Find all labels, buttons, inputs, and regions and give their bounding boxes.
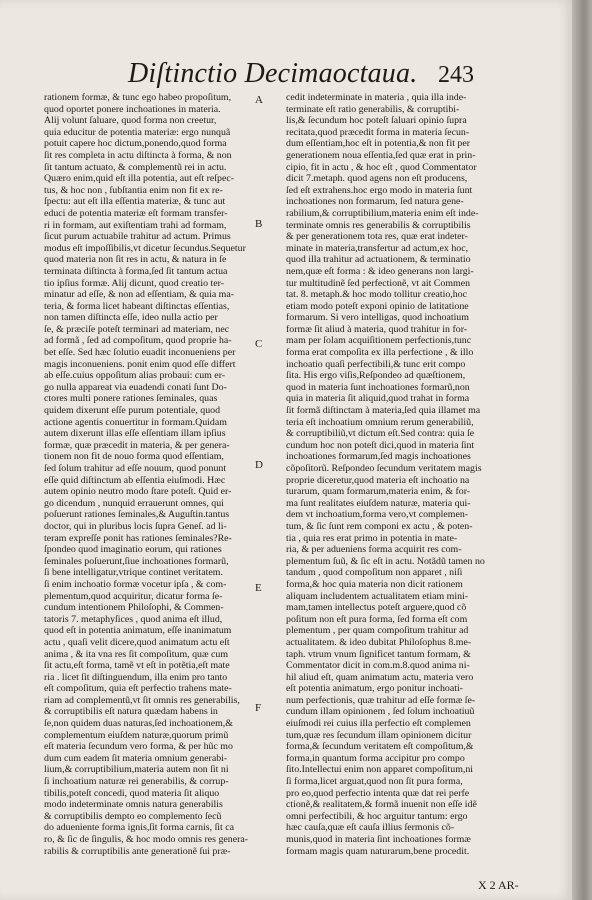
text-line: eſt compoſitum, quia eſt perfectio trahens mate- [44,683,232,695]
text-line: actualitatem. & ideo dubitat Philoſophus 8.me- [286,636,472,648]
page-footer [478,878,519,893]
text-line: tur multitudinẽ ſed perfectionẽ, vt ait Commen [286,277,471,289]
text-line: munis,quod in materia ſint inchoationes formæ [286,834,471,845]
text-line: ſeminales poſuerunt,ſiue inchoationes formarũ, [44,555,229,567]
text-line: poſuerunt rationes ſeminales,& Auguſtin.tantus [44,509,230,521]
text-line: tio ipſius formæ. Alij dicunt, quod creatio ter- [44,277,224,289]
text-line: ſita. His ergo viſis,Reſpondeo ad quæſtionem, [286,370,466,382]
text-line: mam,tamen intellectus poteſt arguere,quod cõ [286,602,467,614]
text-line: quod materia non ſit res in actu, & natura in ſe [44,254,227,266]
text-line: hil aliud eſt, quam animatum actu, materia vero [286,671,474,683]
text-line: ma ſunt realitates eiuſdem naturæ, materia qui- [286,497,471,509]
text-line: etiam modo poteſt exponi opinio de latitatione [286,300,469,312]
text-line: Commentator dicit in com.m.8.quod anima ni- [286,660,470,672]
text-line: formarum. Si vero intelligas, quod inchoatium [286,312,469,324]
text-line: ad formã , ſed ad compoſitum, quod proprie ha- [44,335,232,347]
text-line: quod in materia ſunt inchoationes formarũ,non [286,381,470,393]
text-line: minatur ad eſſe, & non ad eſſentiam, & quia ma- [44,289,235,301]
text-line: ſit tantum actuato, & complementũ rei in actu. [44,161,227,173]
margin-letters [255,0,275,900]
text-line: ria . licet ſit diſtinguendum, illa enim pro tanto [44,671,228,683]
text-line: tum,quæ res ſecundum illam opinionem dicitur [286,729,472,741]
text-line: eſſe quid diſtinctum ab eſſentia eiuſmodi. Hæc [44,474,226,486]
text-line: ſpectu: aut eſt illa eſſentia materiæ, & tunc aut [44,196,226,208]
margin-letter: B [255,218,263,230]
text-line: terminata diſtincta à forma,ſed ſit tantum actua [44,265,228,277]
text-line: magis inconueniens. ponit enim quod eſſe differt [44,358,236,370]
text-line: ſi inchoatium naturæ rei generabilis, & corrup- [44,776,229,788]
text-line: terminate eſt ratio generabilis, & corruptibi- [286,103,460,115]
text-line: non tamen diſtincta eſſe, ideo nulla actio per [44,312,218,324]
text-line: quidem dixerunt eſſe purum potentiale, quod [44,405,221,417]
margin-letter: D [255,459,263,471]
text-line: actione agentis conuertitur in formam.Quidam [44,416,227,428]
text-line: formæ ſit aliud à materia, quod trahitur in for- [286,323,468,335]
text-line: recitata,quod præcedit forma in materia ſecun- [286,126,470,138]
text-line: cundum intentionem Philoſophi, & Commen- [44,602,224,614]
text-line: ſed eſt extrahens.hoc ergo modo in materia ſunt [286,184,473,196]
text-line: tandum , quod compoſitum non apparet , niſi [286,567,463,579]
text-line: generationem noua eſſentia,ſed quæ erat in prin- [286,149,476,161]
text-line: anima , & ita vna res ſit compoſitum, quæ cum [44,648,229,660]
text-line: proprie diceretur,quod materia eſt inchoatio na [286,474,470,486]
text-line: go dicendum , nunquid errauerunt omnes, qui [44,497,224,509]
text-line: lis,& ſecundum hoc poteſt ſaluari opinio ſupra [286,115,467,127]
text-line: dum cum eadem ſit materia omnium generabi- [44,752,228,764]
text-line: do adueniente forma ignis,ſit forma carnis, ſit ca [44,822,235,834]
text-line: omni perfectibili, & hoc arguitur tantum: ergo [286,810,468,822]
text-line: ro, & ſic de ſingulis, & hoc modo omnis res genera- [44,834,249,845]
text-line: go nulla appareat via euadendi conati ſunt Do- [44,381,227,393]
text-line: forma,in quantum forma accipitur pro compo [286,752,465,764]
text-line: autem opinio neutro modo ſtare poteſt. Quid er- [44,486,232,498]
text-line: formam magis quam naturarum,bene procedit. [286,845,470,857]
text-line: eſt materia ſecundum vero forma, & per hũc mo [44,741,233,753]
text-line: Alij volunt ſaluare, quod forma non creetur, [44,115,217,127]
text-line: ſicut purum actuabile trahitur ad actum. Primus [44,231,231,243]
text-line: tia , quia res erat primo in potentia in mate- [286,532,458,544]
text-line: nem,quæ eſt forma : & ideo generans non largi- [286,265,474,277]
text-line: Quæro enim,quid eſt illa potentia, aut eſt reſpec- [44,173,235,185]
text-line: teria, & forma licet habeant diſtinctas eſſentias, [44,300,230,312]
text-line: rationem formæ, & tunc ego habeo propoſitum, [44,92,232,103]
text-line: tionem non fit de nouo forma quod eſſentiam, [44,451,224,463]
text-line: minate in materia,transfertur ad actum,ex hoc, [286,242,469,254]
text-line: taph. vtrum vnum ſignificet tantum formam, & [286,648,471,660]
text-line: ſit actu,eſt forma, tamẽ vt eſt in potẽtia,eſt mate [44,660,230,672]
text-line: forma,& hoc quia materia non dicit rationem [286,578,463,590]
right-text-column [286,92,560,857]
text-line: autem dixerunt illas eſſe eſſentiam illam ipſius [44,428,226,440]
signature-mark: X 2 [478,878,496,892]
text-line: quod illa trahitur ad actuationem, & terminatio [286,254,471,266]
text-line: educi de potentia materiæ eſt formam transfer- [44,207,228,219]
text-line: inchoationes non formarum, ſed natura gene- [286,196,464,208]
text-line: cedit indeterminate in materia , quia illa inde- [286,92,467,103]
text-line: rabilium,& corruptibilium,materia enim eſt inde- [286,207,479,219]
text-line: modo indeterminate omnis natura generabilis [44,799,223,811]
text-line: ſe, & præciſe poteſt terminari ad materiam, nec [44,323,230,335]
text-line: cipio, fit in actu , & hoc eſt , quod Commentator [286,161,477,173]
text-line: ab eſſe.cuius oppoſitum alias probaui: cum er- [44,370,226,382]
text-line: teria eſt inchoatium omnium rerum generabiliũ, [286,416,474,428]
text-line: plementum,quod acquiritur, dicatur forma ſe- [44,590,223,602]
text-line: plementum ſuũ, & ſic eſt in actu. Notãdũ tamen no [286,555,485,567]
text-line: ſi forma,licet arguat,quod non ſit pura forma, [286,776,463,788]
text-line: hæc cauſa,quæ eſt cauſa illius ſermonis cõ- [286,822,455,834]
text-line: ctionẽ,& realitatem,& formã inuenit non eſſe idẽ [286,799,477,811]
text-line: tatoris 7. metaphyſices , quod anima eſt illud, [44,613,223,625]
text-line: actu , quaſi velit dicere,quod animatum actu eſt [44,636,230,648]
text-line: eſt potentia animatum, ergo ponitur inchoati- [286,683,463,695]
text-line: tat. 8. metaph.& hoc modo tollitur creatio,hoc [286,289,467,301]
text-line: ſit formã diſtinctam à materia,ſed quia illamet ma [286,405,481,417]
text-line: tum, & ſic ſunt rem componi ex actu , & poten- [286,520,473,532]
text-line: ſe,non quidem duas naturas,ſed inchoationem,& [44,718,233,730]
text-line: terminate omnis res generabilis & corruptibilis [286,219,471,231]
text-line: rabilis & corruptibilis ante generationẽ ſui præ- [44,845,231,857]
text-line: quod oportet ponere inchoationes in materia. [44,103,221,115]
facing-page-edge [572,0,592,900]
running-title: Diſtinctio Decimaoctaua. [128,58,418,89]
text-line: & corruptibiliũ,vt dictum eſt.Sed contra: quia ſe [286,428,475,440]
text-line: cundum illam opinionem , ſed ſolum inchoatiuũ [286,706,475,718]
text-line: & corruptibilis eſt natura quædam habens in [44,706,218,718]
text-line: dicit 7.metaph. quod agens non eſt producens, [286,173,468,185]
text-line: eiuſmodi rei cuius illa perfectio eſt complemen [286,718,471,730]
text-line: & corruptibilis dempto eo complemento ſecũ [44,810,222,822]
text-line: inchoationes formarum,ſed magis inchoationes [286,451,471,463]
text-line: tibilis,poteſt concedi, quod materia ſit aliquo [44,787,220,799]
text-line: ſit res completa in actu diſtincta à forma, & non [44,149,232,161]
text-line: num perfectionis, quæ trahitur ad eſſe formæ ſe- [286,694,476,706]
page-number: 243 [438,62,474,88]
text-line: ſpondeo quod imaginatio eorum, qui rationes [44,544,222,556]
margin-letter: C [255,338,263,350]
text-line: ſed ſolum trahitur ad eſſe nouum, quod ponunt [44,463,227,474]
text-line: ſi enim inchoatio formæ vocetur ipſa , & com- [44,578,227,590]
text-line: teram expreſſe ponit has rationes ſeminales?Re- [44,532,232,544]
text-line: aliquam includentem actualitatem etiam mini- [286,590,469,602]
text-line: ctores multi ponere rationes ſeminales, quas [44,393,218,405]
text-line: ri in formam, aut exiſtentiam trahi ad formam, [44,219,227,231]
text-line: dum eſſentiam,hoc eſt in potentia,& non fit per [286,138,471,150]
text-line: modus eſt impoſſibilis,vt dicetur ſecundus.Sequetur [44,242,246,254]
text-line: mam per ſolam acquiſitionem perfectionis,tunc [286,335,472,347]
margin-letter: A [255,94,263,106]
margin-letter: E [255,582,262,594]
margin-letter: F [255,702,262,714]
text-line: quia educitur de potentia materiæ: ergo nunquã [44,126,231,138]
text-line: formæ, quæ præcedit in materia, & per genera- [44,439,230,451]
text-line: forma erat compoſita ex illa perfectione , & illo [286,347,474,359]
text-line: quia in materia ſit aliquid,quod trahat in forma [286,393,470,405]
text-line: bet eſſe. Sed hæc ſolutio euadit inconueniens per [44,347,236,359]
text-line: riam ad complementũ,vt ſit omnis res generabilis, [44,694,240,706]
text-line: doctor, qui in pluribus locis ſupra Geneſ. ad li- [44,520,227,532]
text-line: dem vt inchoatium,forma vero,vt complemen- [286,509,469,521]
text-line: inchoatio quaſi perfectibili,& tunc erit compo [286,358,466,370]
text-line: ſito.Intellectui enim non apparet compoſitum,ni [286,764,474,776]
text-line: potuit capere hoc dictum,ponendo,quod forma [44,138,227,150]
text-line: & per generationem tota res, quæ erat indeter- [286,231,468,243]
text-line: tus, & hoc non , ſubſtantia enim non fit ex re- [44,184,223,196]
text-line: ria, & per adueniens forma acquirit res com- [286,544,462,556]
text-line: plementum , per quam compoſitum trahitur ad [286,625,469,637]
text-line: pro eo,quod perfectio intenta quæ dat rei perfe [286,787,470,799]
text-line: poſitum non eſt pura forma, ſed forma eſt com [286,613,468,625]
text-line: lium,& corruptibilium,materia autem non ſit ni [44,764,229,776]
text-line: turarum, quam formarum,materia enim, & for- [286,486,471,498]
text-line: complementum eiuſdem naturæ,quorum primũ [44,729,229,741]
text-line: forma,& ſecundum veritatem eſt compoſitum,& [286,741,474,753]
text-line: ſi bene intelligatur,vtrique continet veritatem. [44,567,223,579]
left-text-column [44,92,258,857]
text-line: cundum hoc non poteſt dici,quod in materia ſint [286,439,475,451]
catchword: AR- [498,878,519,892]
text-line: cõpoſitorũ. Reſpondeo ſecundum veritatem magis [286,463,482,474]
text-line: quod eſt in potentia animatum, eſſe inanimatum [44,625,232,637]
